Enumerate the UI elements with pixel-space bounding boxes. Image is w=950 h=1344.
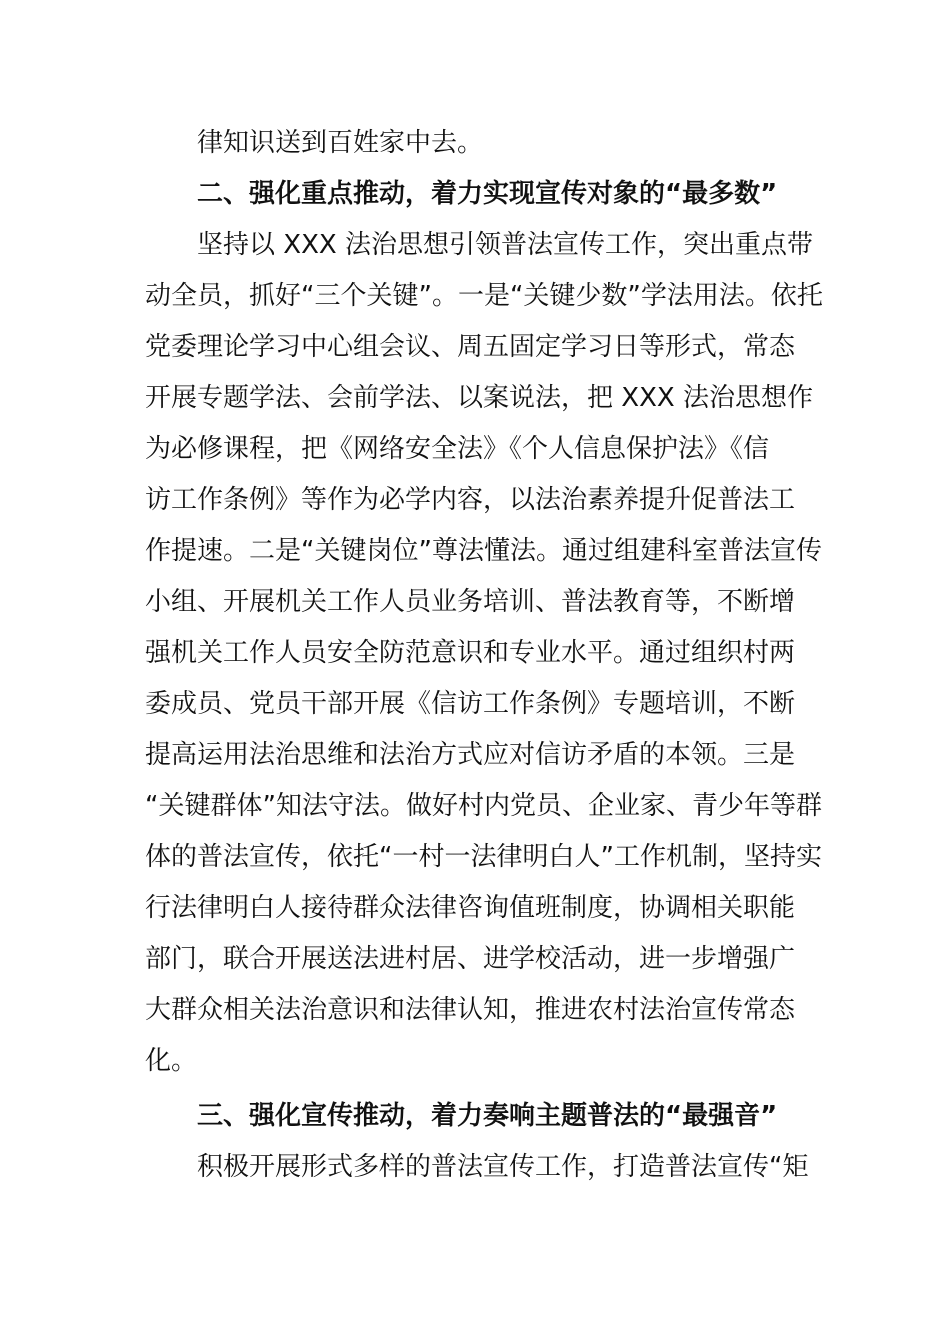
paragraph-line: 体的普法宣传，依托“一村一法律明白人”工作机制，坚持实 [145,842,822,872]
paragraph-line: 行法律明白人接待群众法律咨询值班制度，协调相关职能 [145,893,796,923]
paragraph-line: 开展专题学法、会前学法、以案说法，把 XXX 法治思想作 [145,383,813,413]
paragraph-line: 化。 [145,1046,198,1076]
paragraph-line: 大群众相关法治意识和法律认知，推进农村法治宣传常态 [145,995,796,1025]
paragraph-line: 积极开展形式多样的普法宣传工作，打造普法宣传“矩 [197,1152,809,1182]
paragraph-line: 动全员，抓好“三个关键”。一是“关键少数”学法用法。依托 [145,281,823,311]
document-body [145,118,823,1193]
paragraph-line: 作提速。二是“关键岗位”尊法懂法。通过组建科室普法宣传 [145,536,822,566]
paragraph-line: 为必修课程，把《网络安全法》《个人信息保护法》《信 [145,434,770,464]
paragraph-line: 提高运用法治思维和法治方式应对信访矛盾的本领。三是 [145,740,796,770]
paragraph-line: 委成员、党员干部开展《信访工作条例》专题培训，不断 [145,689,796,719]
paragraph-line: 律知识送到百姓家中去。 [197,128,484,158]
section-heading-3: 三、强化宣传推动，着力奏响主题普法的“最强音” [197,1101,778,1131]
paragraph-line: 党委理论学习中心组会议、周五固定学习日等形式，常态 [145,332,796,362]
paragraph-line: 强机关工作人员安全防范意识和专业水平。通过组织村两 [145,638,796,668]
paragraph-line: 部门，联合开展送法进村居、进学校活动，进一步增强广 [145,944,796,974]
paragraph-line: 访工作条例》等作为必学内容，以法治素养提升促普法工 [145,485,796,515]
paragraph-line: “关键群体”知法守法。做好村内党员、企业家、青少年等群 [145,791,822,821]
paragraph-line: 坚持以 XXX 法治思想引领普法宣传工作，突出重点带 [197,230,813,260]
paragraph-line: 小组、开展机关工作人员业务培训、普法教育等，不断增 [145,587,796,617]
section-heading-2: 二、强化重点推动，着力实现宣传对象的“最多数” [197,179,778,209]
